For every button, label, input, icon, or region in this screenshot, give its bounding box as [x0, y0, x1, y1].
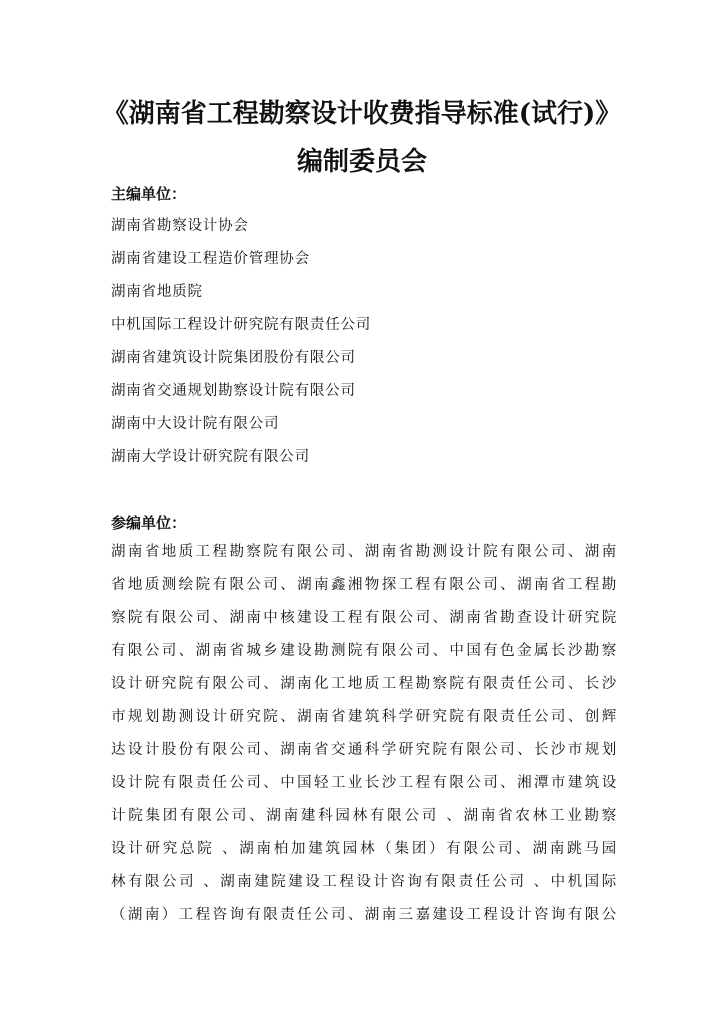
participating-units-heading: 参编单位：	[111, 514, 187, 532]
document-title: 《湖南省工程勘察设计收费指导标准(试行)》	[102, 99, 622, 129]
paragraph-line: 湖南省地质工程勘察院有限公司、湖南省勘测设计院有限公司、湖南	[111, 544, 617, 560]
paragraph-line: 达设计股份有限公司、湖南省交通科学研究院有限公司、长沙市规划	[111, 742, 617, 758]
paragraph-line: 设计研究院有限公司、湖南化工地质工程勘察院有限责任公司、长沙	[111, 676, 617, 692]
paragraph-line: 察院有限公司、湖南中核建设工程有限公司、湖南省勘查设计研究院	[111, 610, 617, 626]
document-subtitle: 编制委员会	[296, 147, 427, 177]
lead-units-heading: 主编单位：	[111, 185, 187, 203]
paragraph-line: 设计院有限责任公司、中国轻工业长沙工程有限公司、湘潭市建筑设	[111, 775, 617, 791]
lead-unit-item: 湖南省建设工程造价管理协会	[111, 251, 310, 267]
paragraph-line: （湖南）工程咨询有限责任公司、湖南三嘉建设工程设计咨询有限公	[111, 907, 617, 923]
paragraph-line: 设计研究总院 、湖南柏加建筑园林（集团）有限公司、湖南跳马园	[111, 841, 617, 857]
lead-unit-item: 湖南大学设计研究院有限公司	[111, 449, 310, 465]
paragraph-line: 林有限公司 、湖南建院建设工程设计咨询有限责任公司 、中机国际	[111, 874, 617, 890]
paragraph-line: 市规划勘测设计研究院、湖南省建筑科学研究院有限责任公司、创辉	[111, 709, 617, 725]
lead-unit-item: 湖南省勘察设计协会	[111, 218, 249, 234]
paragraph-line: 计院集团有限公司、湖南建科园林有限公司 、湖南省农林工业勘察	[111, 808, 617, 824]
lead-unit-item: 湖南省地质院	[111, 284, 203, 300]
paragraph-line: 省地质测绘院有限公司、湖南鑫湘物探工程有限公司、湖南省工程勘	[111, 577, 617, 593]
lead-unit-item: 湖南省交通规划勘察设计院有限公司	[111, 383, 356, 399]
lead-unit-item: 湖南省建筑设计院集团股份有限公司	[111, 350, 356, 366]
lead-units-list	[111, 215, 371, 479]
lead-unit-item: 中机国际工程设计研究院有限责任公司	[111, 317, 372, 333]
lead-unit-item: 湖南中大设计院有限公司	[111, 416, 280, 432]
participating-units-paragraph	[111, 541, 617, 937]
paragraph-line: 有限公司、湖南省城乡建设勘测院有限公司、中国有色金属长沙勘察	[111, 643, 617, 659]
